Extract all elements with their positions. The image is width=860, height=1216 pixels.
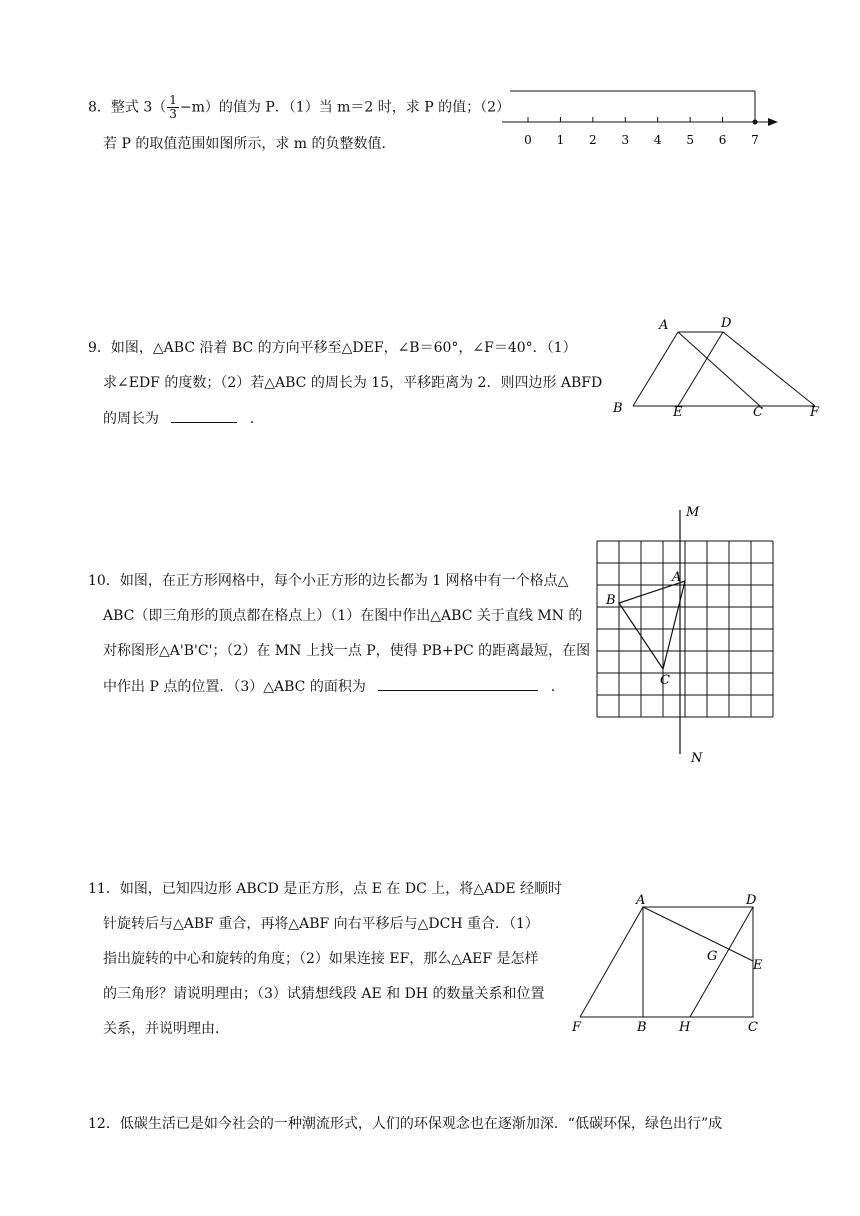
q8-tick-label: 5 <box>686 133 694 147</box>
q9-label-C: C <box>753 405 763 420</box>
q8-tick-label: 4 <box>653 133 662 147</box>
q11-label-H: H <box>679 1020 691 1035</box>
q8-text-pre: 整式 3（ <box>110 99 167 116</box>
q10-label-B: B <box>606 593 616 608</box>
q11-figure <box>566 888 776 1038</box>
q12-line1: 12．低碳生活已是如今社会的一种潮流形式，人们的环保观念也在逐渐加深．“低碳环保，绿色出行”成 <box>88 1116 723 1132</box>
q8-text-post: −m）的值为 P．（1）当 m＝2 时，求 P 的值；（2） <box>179 99 511 116</box>
q10-line3: 对称图形△A'B'C'；（2）在 MN 上找一点 P，使得 PB+PC 的距离最短，在图 <box>103 643 591 659</box>
q10-label-N: N <box>691 751 703 766</box>
q10-line2: ABC（即三角形的顶点都在格点上）（1）在图中作出△ABC 关于直线 MN 的 <box>103 608 583 624</box>
q9-line3-pre: 的周长为 <box>103 411 159 427</box>
q8-tick-label: 0 <box>524 133 532 147</box>
q11-label-E: E <box>753 958 763 973</box>
q11-line5: 关系，并说明理由． <box>103 1021 229 1037</box>
q8-tick-label: 1 <box>556 133 565 147</box>
q8-tick-label: 3 <box>621 133 630 147</box>
q10-line1: 10．如图，在正方形网格中，每个小正方形的边长都为 1 网格中有一个格点△ <box>88 573 569 589</box>
q10-label-C: C <box>660 673 670 688</box>
q10-grid-figure <box>592 500 782 770</box>
q10-line4-post: ． <box>550 679 565 695</box>
q11-label-C: C <box>748 1020 758 1035</box>
q10-label-M: M <box>686 505 700 520</box>
q8-frac-den: 3 <box>169 107 177 121</box>
q8-number: 8． <box>88 99 111 116</box>
q11-label-A: A <box>636 893 646 908</box>
q9-line2: 求∠EDF 的度数；（2）若△ABC 的周长为 15，平移距离为 2．则四边形 ABFD <box>103 375 603 391</box>
q8-tick-label: 7 <box>751 133 759 147</box>
q8-frac-num: 1 <box>169 93 177 107</box>
q10-line4 <box>103 676 565 697</box>
q8-line2: 若 P 的取值范围如图所示，求 m 的负整数值． <box>103 136 396 152</box>
q11-line3: 指出旋转的中心和旋转的角度；（2）如果连接 EF，那么△AEF 是怎样 <box>103 951 539 967</box>
q11-label-G: G <box>707 949 718 964</box>
q10-answer-blank[interactable] <box>378 676 538 691</box>
q9-label-B: B <box>613 401 623 416</box>
q11-label-D: D <box>746 893 757 908</box>
q9-label-D: D <box>721 316 732 331</box>
q8-axis-arrow <box>768 118 778 126</box>
q10-triangle-ABC <box>619 581 685 669</box>
q10-line4-pre: 中作出 P 点的位置．（3）△ABC 的面积为 <box>103 679 366 695</box>
q8-tick-label: 2 <box>589 133 597 147</box>
q9-line3-post: ． <box>249 411 264 427</box>
q9-figure <box>608 312 828 422</box>
q8-number-line <box>500 84 790 150</box>
q8-line1 <box>88 94 510 121</box>
q11-line4: 的三角形？请说明理由；（3）试猜想线段 AE 和 DH 的数量关系和位置 <box>103 986 545 1002</box>
q11-label-F: F <box>572 1020 582 1035</box>
q8-fraction <box>167 94 179 121</box>
q9-label-A: A <box>659 318 669 333</box>
q9-line1: 9．如图，△ABC 沿着 BC 的方向平移至△DEF，∠B＝60°，∠F＝40°．（1） <box>88 340 577 356</box>
q9-line3 <box>103 408 264 429</box>
q11-label-B: B <box>637 1020 647 1035</box>
q9-label-F: F <box>810 405 820 420</box>
q9-label-E: E <box>673 405 683 420</box>
q8-tick-label: 6 <box>718 133 727 147</box>
q11-line2: 针旋转后与△ABF 重合，再将△ABF 向右平移后与△DCH 重合．（1） <box>103 916 539 932</box>
q10-label-A: A <box>672 570 682 585</box>
q9-answer-blank[interactable] <box>171 408 237 423</box>
q11-line1: 11．如图，已知四边形 ABCD 是正方形，点 E 在 DC 上，将△ADE 经顺时 <box>88 881 563 897</box>
